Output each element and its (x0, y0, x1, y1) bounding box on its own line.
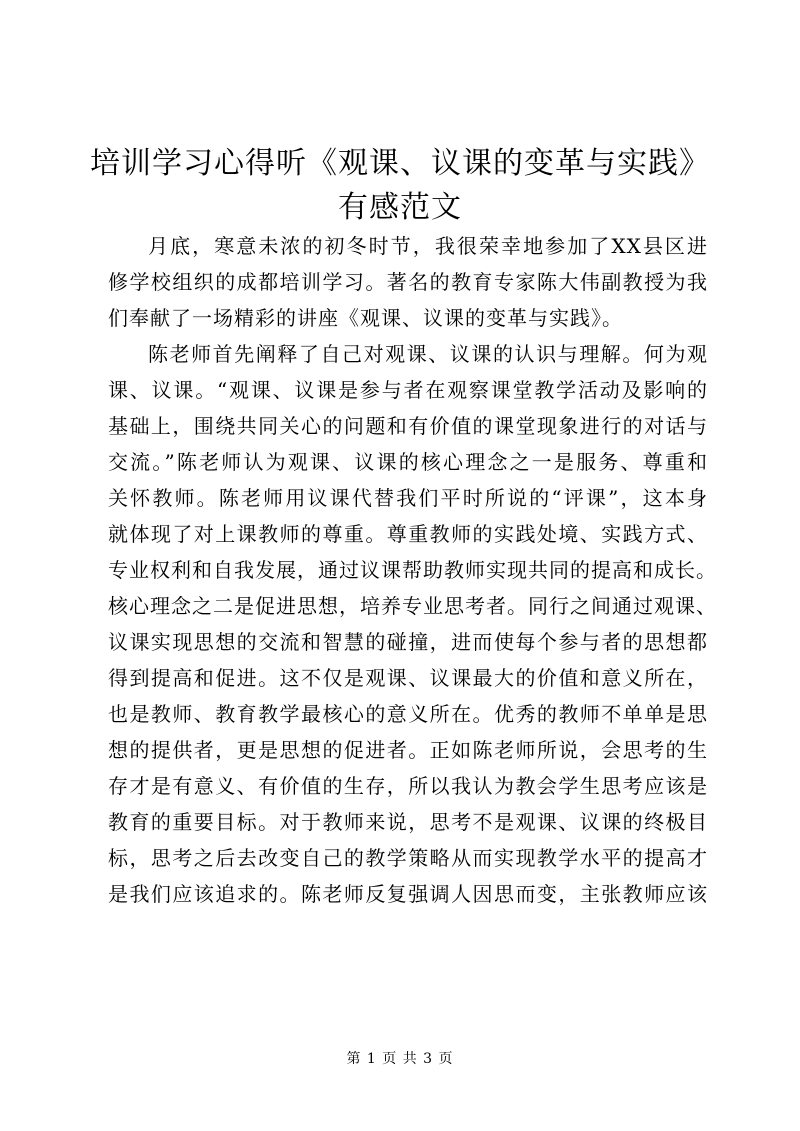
paragraph-1-line-3: 们奉献了一场精彩的讲座《观课、议课的变革与实践》。 (108, 306, 623, 330)
paragraph-2-line-4: 交流。”陈老师认为观课、议课的核心理念之一是服务、尊重和 (108, 450, 708, 474)
paragraph-2-line-15: 标，思考之后去改变自己的教学策略从而实现教学水平的提高才 (108, 846, 708, 870)
document-body (108, 228, 717, 912)
paragraph-2-line-9: 议课实现思想的交流和智慧的碰撞，进而使每个参与者的思想都 (108, 630, 708, 654)
paragraph-2-line-1: 陈老师首先阐释了自己对观课、议课的认识与理解。何为观 (148, 342, 708, 366)
paragraph-2-line-11: 也是教师、教育教学最核心的意义所在。优秀的教师不单单是思 (108, 702, 708, 726)
paragraph-2-line-7: 专业权利和自我发展，通过议课帮助教师实现共同的提高和成长。 (108, 558, 717, 582)
paragraph-2-line-12: 想的提供者，更是思想的促进者。正如陈老师所说，会思考的生 (108, 738, 708, 762)
page-footer: 第 1 页 共 3 页 (346, 1051, 454, 1067)
document-title-line-1: 培训学习心得听《观课、议课的变革与实践》 (90, 146, 710, 181)
paragraph-2-line-6: 就体现了对上课教师的尊重。尊重教师的实践处境、实践方式、 (108, 522, 708, 546)
document-title-line-2: 有感范文 (338, 190, 462, 225)
paragraph-2-line-14: 教育的重要目标。对于教师来说，思考不是观课、议课的终极目 (108, 810, 708, 834)
paragraph-2-line-2: 课、议课。“观课、议课是参与者在观察课堂教学活动及影响的 (108, 378, 708, 402)
paragraph-2-line-10: 得到提高和促进。这不仅是观课、议课最大的价值和意义所在， (108, 666, 708, 690)
paragraph-1-line-1: 月底，寒意未浓的初冬时节，我很荣幸地参加了XX县区进 (148, 234, 708, 258)
paragraph-2-line-8: 核心理念之二是促进思想，培养专业思考者。同行之间通过观课、 (108, 594, 717, 618)
paragraph-2-line-13: 存才是有意义、有价值的生存，所以我认为教会学生思考应该是 (108, 774, 708, 798)
paragraph-2-line-16: 是我们应该追求的。陈老师反复强调人因思而变，主张教师应该 (108, 882, 708, 906)
paragraph-2-line-3: 基础上，围绕共同关心的问题和有价值的课堂现象进行的对话与 (108, 414, 708, 438)
paragraph-2-line-5: 关怀教师。陈老师用议课代替我们平时所说的“评课”，这本身 (108, 486, 708, 510)
paragraph-1-line-2: 修学校组织的成都培训学习。著名的教育专家陈大伟副教授为我 (108, 270, 708, 294)
